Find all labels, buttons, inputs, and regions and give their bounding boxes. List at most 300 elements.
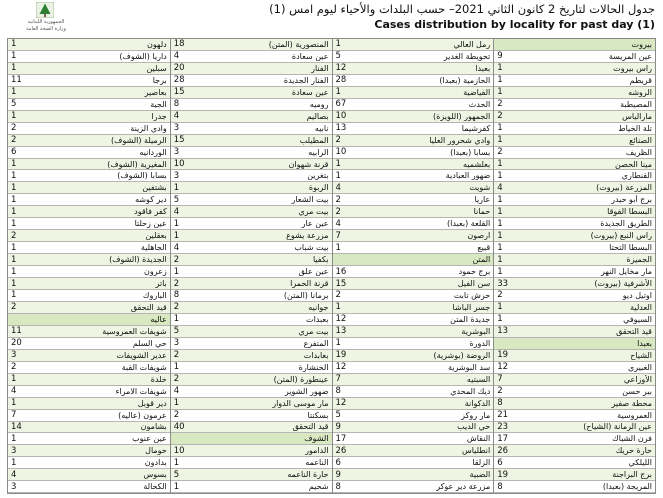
- locality-name: قيد التحقق: [292, 422, 329, 432]
- case-count: 1: [173, 266, 180, 277]
- case-count: 1: [173, 362, 180, 373]
- case-count: 1: [497, 194, 503, 205]
- locality-name: البوشرية: [461, 326, 491, 336]
- locality-name: برمانا (المتن): [283, 290, 329, 300]
- locality-name: المغيرية (الشوف): [107, 159, 167, 169]
- table-row: [8, 422, 170, 434]
- case-count: 1: [497, 302, 503, 313]
- locality-name: الجميزة: [626, 255, 652, 265]
- locality-name: الجديدة (الشوف): [109, 255, 167, 265]
- case-count: 1: [11, 87, 17, 98]
- locality-name: حارة حريك: [615, 446, 652, 456]
- case-count: 26: [497, 445, 509, 456]
- locality-name: شويت: [469, 183, 491, 193]
- locality-name: القلعة (بعبدا): [447, 219, 491, 229]
- case-count: 1: [11, 374, 17, 385]
- locality-name: الجية: [150, 99, 167, 109]
- table-row: [171, 445, 332, 457]
- case-count: 1: [335, 170, 341, 181]
- cases-table: [7, 38, 656, 494]
- table-row: [171, 338, 332, 350]
- locality-name: داريا (الشوف): [119, 51, 167, 61]
- case-count: 1: [335, 338, 341, 349]
- table-row: [8, 194, 170, 206]
- locality-name: عين عنوب: [132, 434, 167, 444]
- locality-name: مار روكز: [461, 410, 491, 420]
- table-row: [8, 63, 170, 75]
- locality-name: بيروت: [631, 39, 652, 49]
- case-count: 8: [173, 99, 180, 110]
- case-count: 4: [497, 182, 503, 193]
- locality-name: ارصون: [467, 231, 491, 241]
- table-row: [333, 410, 494, 422]
- locality-name: حي السلم: [132, 338, 167, 348]
- table-row: [8, 445, 170, 457]
- table-row: [171, 63, 332, 75]
- case-count: 1: [173, 314, 180, 325]
- locality-name: الأوزاعي: [623, 374, 652, 384]
- table-row: [171, 242, 332, 254]
- case-count: 14: [11, 421, 22, 432]
- table-row: [8, 123, 170, 135]
- title-english: Cases distribution by locality for past day (1): [374, 18, 655, 31]
- locality-name: الطريق الجديدة: [600, 219, 652, 229]
- table-row: [333, 147, 494, 159]
- locality-name: شويفات القبة: [121, 362, 167, 372]
- case-count: 11: [11, 326, 22, 337]
- locality-name: شويفات العمروسية: [102, 326, 167, 336]
- table-row: [333, 290, 494, 302]
- case-count: 2: [335, 194, 341, 205]
- table-row: [333, 39, 494, 51]
- case-count: 1: [11, 398, 17, 409]
- locality-name: الفنار الجديدة: [283, 75, 329, 85]
- case-count: 15: [173, 87, 185, 98]
- case-count: 1: [335, 242, 341, 253]
- case-count: 2: [11, 123, 17, 134]
- case-count: 21: [497, 410, 509, 421]
- table-row: [494, 302, 655, 314]
- district-header-row: [494, 338, 655, 350]
- case-count: 2: [497, 386, 503, 397]
- locality-name: بعابدات: [303, 350, 329, 360]
- table-row: [171, 422, 332, 434]
- case-count: 20: [11, 338, 22, 349]
- table-row: [171, 362, 332, 374]
- locality-name: نابيه: [314, 123, 329, 133]
- table-row: [494, 194, 655, 206]
- locality-name: بكفيا: [312, 255, 329, 265]
- case-count: 1: [11, 266, 17, 277]
- case-count: 7: [497, 374, 503, 385]
- case-count: 1: [497, 75, 503, 86]
- district-header-row: [8, 314, 170, 326]
- locality-name: جدرا: [151, 111, 167, 121]
- table-row: [8, 278, 170, 290]
- table-row: [494, 159, 655, 171]
- locality-name: مزرعة دير عوكر: [436, 482, 491, 492]
- locality-name: الضبية: [469, 470, 491, 480]
- locality-name: الدكوانة: [464, 398, 491, 408]
- table-row: [171, 266, 332, 278]
- case-count: 2: [11, 135, 17, 146]
- locality-name: كفرشيما: [461, 123, 491, 133]
- table-row: [171, 398, 332, 410]
- locality-name: خلدة: [150, 374, 167, 384]
- locality-name: جوانيه: [308, 302, 329, 312]
- table-row: [8, 39, 170, 51]
- table-row: [171, 326, 332, 338]
- locality-name: فرن الشباك: [612, 434, 652, 444]
- table-row: [171, 218, 332, 230]
- case-count: 19: [335, 350, 347, 361]
- case-count: 33: [497, 278, 509, 289]
- table-row: [8, 242, 170, 254]
- locality-name: جديدة المتن: [450, 314, 491, 324]
- locality-name: بيت الشعار: [291, 195, 329, 205]
- case-count: 12: [335, 314, 347, 325]
- table-row: [8, 338, 170, 350]
- case-count: 10: [173, 159, 185, 169]
- table-row: [8, 457, 170, 469]
- table-row: [171, 51, 332, 63]
- table-row: [171, 170, 332, 182]
- locality-name: الروشه: [628, 87, 652, 97]
- table-row: [494, 111, 655, 123]
- table-row: [8, 182, 170, 194]
- case-count: 1: [11, 254, 17, 265]
- case-count: 3: [173, 338, 180, 349]
- table-row: [494, 123, 655, 135]
- table-row: [333, 398, 494, 410]
- locality-name: العدلية: [630, 302, 652, 312]
- table-column: [332, 39, 494, 493]
- table-column: [8, 39, 170, 493]
- case-count: 9: [335, 469, 341, 480]
- table-row: [494, 51, 655, 63]
- locality-name: عين سعادة: [291, 87, 329, 97]
- district-header-row: [494, 39, 655, 51]
- table-row: [8, 410, 170, 422]
- locality-name: بير حسن: [622, 386, 652, 396]
- case-count: 1: [335, 159, 341, 169]
- cedar-emblem-icon: [36, 2, 54, 18]
- table-row: [494, 445, 655, 457]
- locality-name: بعبدا: [475, 63, 491, 73]
- case-count: 4: [335, 218, 341, 229]
- table-row: [8, 206, 170, 218]
- locality-name: الظريف: [625, 147, 652, 157]
- district-header-row: [333, 254, 494, 266]
- table-row: [494, 433, 655, 445]
- case-count: 10: [335, 147, 347, 158]
- locality-name: مزرعة يشوع: [286, 231, 329, 241]
- locality-name: باتر: [155, 279, 167, 289]
- case-count: 15: [173, 135, 185, 146]
- case-count: 1: [11, 51, 17, 62]
- locality-name: ضهور العبادية: [445, 171, 491, 181]
- case-count: 1: [173, 218, 180, 229]
- table-row: [333, 338, 494, 350]
- case-count: 6: [11, 147, 17, 158]
- case-count: 3: [173, 147, 180, 158]
- case-count: 1: [11, 457, 17, 468]
- table-row: [494, 266, 655, 278]
- table-row: [333, 362, 494, 374]
- case-count: 1: [11, 159, 17, 169]
- locality-name: برج حمود: [458, 267, 491, 277]
- case-count: 1: [335, 39, 341, 50]
- locality-name: قرنة شهوان: [288, 159, 329, 169]
- case-count: 4: [11, 386, 17, 397]
- locality-name: سن الفيل: [457, 279, 491, 289]
- locality-name: بعبدا: [637, 338, 652, 348]
- case-count: 19: [497, 350, 509, 361]
- case-count: 28: [335, 75, 347, 86]
- locality-name: البسطا الفوقا: [607, 207, 652, 217]
- table-row: [171, 314, 332, 326]
- locality-name: ضهور الشوير: [284, 386, 329, 396]
- case-count: 20: [173, 63, 185, 74]
- table-row: [494, 362, 655, 374]
- case-count: 2: [173, 374, 180, 385]
- table-row: [8, 147, 170, 159]
- case-count: 1: [11, 206, 17, 217]
- locality-name: تحويطة الغدير: [443, 51, 491, 61]
- locality-name: السيوفي: [623, 314, 652, 324]
- table-row: [171, 254, 332, 266]
- case-count: 1: [11, 194, 17, 205]
- table-row: [171, 374, 332, 386]
- table-row: [171, 99, 332, 111]
- locality-name: عين المريسة: [608, 51, 652, 61]
- locality-name: قيد التحقق: [130, 302, 167, 312]
- case-count: 8: [497, 481, 503, 492]
- locality-name: بتغرين: [307, 171, 329, 181]
- table-row: [171, 290, 332, 302]
- locality-name: الجمهور (اللويزة): [433, 111, 491, 121]
- locality-name: انطلياس: [461, 446, 491, 456]
- case-count: 8: [335, 386, 341, 397]
- locality-name: برج أبو حيدر: [611, 195, 652, 205]
- case-count: 15: [335, 278, 347, 289]
- case-count: 2: [335, 206, 341, 217]
- table-column: [493, 39, 655, 493]
- table-row: [171, 159, 332, 171]
- locality-name: دير قوبل: [137, 398, 167, 408]
- locality-name: مينا الحصن: [615, 159, 652, 169]
- table-row: [333, 433, 494, 445]
- table-row: [494, 230, 655, 242]
- case-count: 2: [335, 135, 341, 146]
- locality-name: حرش تابت: [453, 290, 491, 300]
- table-row: [8, 302, 170, 314]
- case-count: 1: [173, 457, 180, 468]
- locality-name: بسابا (بعبدا): [450, 147, 491, 157]
- case-count: 3: [11, 350, 17, 361]
- case-count: 13: [497, 326, 509, 337]
- case-count: 2: [173, 254, 180, 265]
- locality-name: محطة صفير: [611, 398, 652, 408]
- case-count: 3: [173, 123, 180, 134]
- table-row: [333, 63, 494, 75]
- logo-line2: وزارة الصحة العامة: [26, 26, 66, 32]
- district-header-row: [171, 433, 332, 445]
- table-row: [8, 469, 170, 481]
- case-count: 19: [497, 469, 509, 480]
- locality-name: النقاش: [466, 434, 491, 444]
- table-row: [333, 194, 494, 206]
- locality-name: قيد التحقق: [616, 326, 652, 336]
- table-row: [333, 386, 494, 398]
- locality-name: الفياضية: [463, 87, 491, 97]
- locality-name: شحيم: [308, 482, 329, 492]
- table-row: [333, 218, 494, 230]
- locality-name: سد البوشرية: [447, 362, 491, 372]
- case-count: 9: [335, 421, 341, 432]
- case-count: 4: [173, 242, 180, 253]
- locality-name: الوردانيه: [139, 147, 167, 157]
- table-row: [333, 278, 494, 290]
- locality-name: دير كوشه: [135, 195, 167, 205]
- case-count: 1: [11, 63, 17, 74]
- locality-name: المنصورية (المتن): [268, 39, 329, 49]
- table-row: [8, 218, 170, 230]
- case-count: 12: [335, 398, 347, 409]
- locality-name: دلهون: [147, 39, 167, 49]
- locality-name: بدادون: [144, 458, 167, 468]
- locality-name: زعرون: [143, 267, 167, 277]
- table-column: [170, 39, 332, 493]
- locality-name: مار مخايل النهر: [600, 267, 652, 277]
- case-count: 8: [173, 290, 180, 301]
- table-row: [494, 99, 655, 111]
- table-row: [171, 147, 332, 159]
- locality-name: رمل العالي: [453, 39, 491, 49]
- case-count: 1: [497, 230, 503, 241]
- table-row: [333, 75, 494, 87]
- case-count: 5: [11, 99, 17, 110]
- locality-name: المطيلب: [299, 135, 329, 145]
- case-count: 5: [173, 469, 180, 480]
- case-count: 26: [335, 445, 347, 456]
- case-count: 4: [11, 469, 17, 480]
- case-count: 2: [497, 290, 503, 301]
- case-count: 13: [335, 123, 347, 134]
- case-count: 3: [11, 445, 17, 456]
- locality-name: العمروسية: [617, 410, 652, 420]
- locality-name: المزرعة (بيروت): [596, 183, 652, 193]
- locality-name: قبيع: [477, 243, 491, 253]
- table-row: [171, 123, 332, 135]
- locality-name: الحازمية (بعبدا): [439, 75, 491, 85]
- case-count: 1: [11, 39, 17, 50]
- table-row: [333, 242, 494, 254]
- table-row: [171, 87, 332, 99]
- table-row: [171, 230, 332, 242]
- case-count: 2: [173, 278, 180, 289]
- case-count: 4: [173, 51, 180, 62]
- case-count: 1: [497, 266, 503, 277]
- case-count: 40: [173, 421, 185, 432]
- table-row: [8, 87, 170, 99]
- table-row: [8, 170, 170, 182]
- table-row: [494, 314, 655, 326]
- case-count: 16: [335, 266, 347, 277]
- table-row: [333, 111, 494, 123]
- case-count: 2: [497, 111, 503, 122]
- case-count: 1: [11, 218, 17, 229]
- case-count: 5: [335, 410, 341, 421]
- locality-name: برج البراجنة: [612, 470, 652, 480]
- case-count: 1: [497, 170, 503, 181]
- locality-name: المصيطبة: [620, 99, 652, 109]
- table-row: [494, 422, 655, 434]
- table-row: [171, 386, 332, 398]
- case-count: 1: [497, 218, 503, 229]
- table-row: [171, 206, 332, 218]
- case-count: 9: [497, 51, 503, 62]
- case-count: 12: [335, 362, 347, 373]
- locality-name: الفنار: [311, 63, 329, 73]
- case-count: 1: [497, 242, 503, 253]
- case-count: 2: [11, 302, 17, 313]
- locality-name: جسر الباشا: [452, 302, 491, 312]
- case-count: 5: [173, 326, 180, 337]
- locality-name: مار موسى الدوار: [272, 398, 329, 408]
- table-row: [333, 123, 494, 135]
- table-row: [8, 230, 170, 242]
- case-count: 7: [335, 374, 341, 385]
- table-row: [171, 135, 332, 147]
- table-row: [171, 469, 332, 481]
- case-count: 28: [173, 75, 185, 86]
- case-count: 2: [11, 362, 17, 373]
- case-count: 18: [173, 39, 185, 50]
- table-row: [333, 206, 494, 218]
- case-count: 1: [11, 170, 17, 181]
- locality-name: الجاهلية: [140, 243, 167, 253]
- case-count: 1: [497, 123, 503, 134]
- locality-name: عين سعادة: [291, 51, 329, 61]
- locality-name: الرميلة (الشوف): [111, 135, 167, 145]
- locality-name: قرنة الحمرا: [290, 279, 329, 289]
- case-count: 10: [173, 445, 185, 456]
- table-row: [494, 290, 655, 302]
- case-count: 2: [11, 230, 17, 241]
- table-row: [8, 51, 170, 63]
- locality-name: الشياح: [630, 350, 652, 360]
- locality-name: حمانا: [473, 207, 491, 217]
- table-row: [333, 469, 494, 481]
- locality-name: الربوة: [308, 183, 329, 193]
- table-row: [171, 75, 332, 87]
- table-row: [8, 326, 170, 338]
- locality-name: بصاليم: [306, 111, 329, 121]
- case-count: 11: [11, 75, 22, 86]
- table-row: [171, 39, 332, 51]
- table-row: [8, 111, 170, 123]
- locality-name: الدورة: [469, 338, 491, 348]
- case-count: 1: [11, 433, 17, 444]
- case-count: 17: [335, 433, 347, 444]
- table-row: [171, 182, 332, 194]
- table-row: [333, 314, 494, 326]
- table-row: [171, 457, 332, 469]
- table-row: [494, 87, 655, 99]
- table-row: [333, 159, 494, 171]
- case-count: 12: [497, 362, 509, 373]
